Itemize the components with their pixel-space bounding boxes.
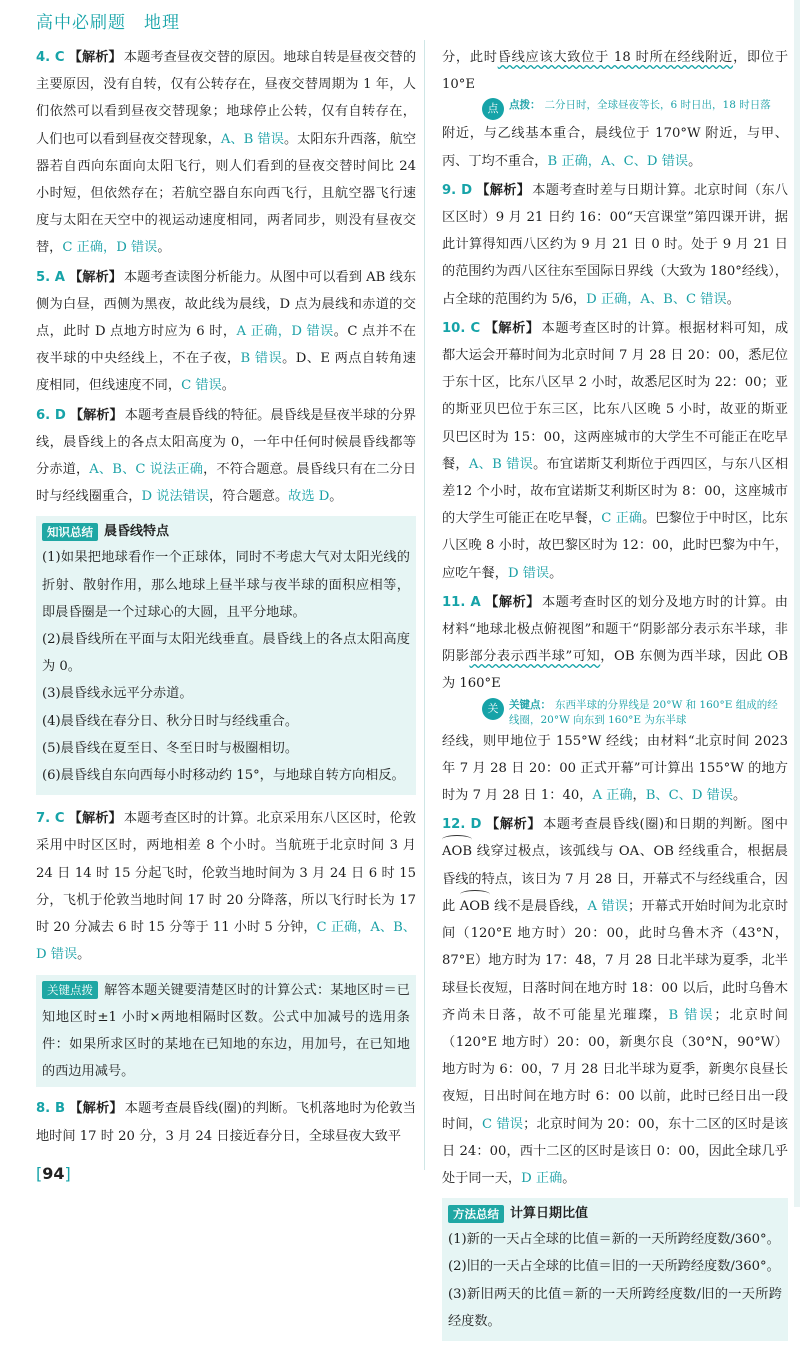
analysis-text: 本题考查晨昏线(圈)和日期的判断。图中 <box>543 817 788 833</box>
analysis-text: 分，此时 <box>442 50 498 65</box>
result-text: D 错误 <box>507 565 550 581</box>
analysis-text: 。D、E 两点自转角速度相同，但线速度不同， <box>36 351 416 394</box>
summary-item: (1)如果把地球看作一个正球体，同时不考虑大气对太阳光线的折射、散射作用，那么地球上昼半球与夜半球的面积应相等，即晨昏圈是一个过球心的大圆，且平分地球。 <box>42 550 410 620</box>
punct: 。 <box>329 489 343 505</box>
punct: 。 <box>726 291 740 307</box>
result-text: C 正确 <box>601 511 643 527</box>
answer-6 <box>36 402 416 511</box>
question-number: 10. C <box>442 320 481 336</box>
method-item: (1)新的一天占全球的比值＝新的一天所跨经度数/360°。 <box>448 1232 780 1248</box>
result-text: A 正确，D 错误 <box>236 324 334 340</box>
answer-11 <box>442 589 788 698</box>
analysis-tag: 【解析】 <box>484 594 540 610</box>
answer-9 <box>442 177 788 313</box>
result-text: A 正确 <box>592 788 633 804</box>
right-column <box>442 44 788 1351</box>
analysis-text: 附近，与乙线基本重合，晨线位于 170°W 附近，与甲、丙、丁均不重合， <box>442 126 788 169</box>
box-title-row <box>448 1202 782 1226</box>
arc-symbol: AOB <box>442 838 472 865</box>
page-header: 高中必刷题 地理 <box>36 13 180 33</box>
answer-5 <box>36 264 416 400</box>
method-summary-box <box>442 1198 788 1341</box>
page-edge-bar <box>794 0 800 1207</box>
result-text: A、B、C 说法正确 <box>89 462 204 478</box>
note-text: 东西半球的分界线是 20°W 和 160°E 组成的经线圈，20°W 向东到 160°E 为东半球 <box>509 698 778 726</box>
analysis-text: ；开幕式开始时间为北京时间（120°E 地方时）20：00，此时乌鲁木齐（43°N，87°E）地方时为 17：48，7 月 28 日北半球为夏季，北半球昼长夜短，日落时间在地方时 18：00 以后，此时乌鲁木齐尚未日落，故不可能星光璀璨， <box>442 898 789 1023</box>
analysis-tag: 【解析】 <box>68 50 122 65</box>
result-text: B 错误 <box>668 1007 715 1023</box>
analysis-text: 线不是晨昏线， <box>489 898 588 914</box>
answer-8-end <box>442 120 788 174</box>
analysis-tag: 【解析】 <box>485 817 542 833</box>
question-number: 9. D <box>442 182 473 198</box>
answer-11-end <box>442 728 788 810</box>
tip-icon: 点 <box>482 98 504 120</box>
question-number: 12. D <box>442 817 482 833</box>
result-text: A 错误 <box>587 898 629 914</box>
question-number: 7. C <box>36 811 65 827</box>
analysis-text: ；北京时间为 20：00，东十二区的区时是该日 24：00，西十二区的区时是该日 0：00，因此全球几乎处于同一天， <box>442 1116 788 1186</box>
knowledge-summary-box <box>36 516 416 795</box>
result-text: D 正确，A、B、C 错误 <box>586 291 727 307</box>
analysis-text: 。太阳东升西落，航空器若自西向东面向太阳飞行，则人们看到的昼夜交替时间比 24 小时短，但依然存在；若航空器自东向西飞行，且航空器飞行速度与太阳在天空中的视运动速度相同，两者同步，则没有昼夜交替， <box>36 131 417 256</box>
result-text: B、C、D 错误 <box>645 788 734 804</box>
analysis-text: 本题考查区时的计算。北京采用东八区区时，伦敦采用中时区区时，两地相差 8 个小时。当航班于北京时间 3 月 24 日 14 时 15 分起飞时，伦敦当地时间为 3 月 24 日 6 时 15 分，飞机于伦敦当地时间 17 时 20 分降落，所以飞行时长为 17 时 20 分减去 6 时 15 分等于 11 小时 5 分钟， <box>36 811 417 936</box>
summary-item: (5)晨昏线在夏至日、冬至日时与极圈相切。 <box>42 740 299 756</box>
box-title: 晨昏线特点 <box>104 524 170 540</box>
result-text: D 正确 <box>521 1170 563 1186</box>
page-number-value: 94 <box>42 1164 65 1183</box>
analysis-text: 。巴黎位于中时区，比东八区晚 8 小时，故巴黎区时为 12：00，此时巴黎为中午，应吃午餐， <box>442 511 788 581</box>
summary-item: (3)晨昏线永远平分赤道。 <box>42 686 193 702</box>
analysis-text: 。布宜诺斯艾利斯位于西四区，与东八区相差12 个小时，故布宜诺斯艾利斯区时为 8：00，这座城市的大学生可能正在吃早餐， <box>442 456 789 527</box>
column-divider <box>424 40 425 1170</box>
key-note <box>482 698 788 728</box>
question-number: 11. A <box>442 594 481 610</box>
method-item: (3)新旧两天的比值＝新的一天所跨经度数/旧的一天所跨经度数。 <box>448 1286 782 1329</box>
punct: 。 <box>688 153 702 169</box>
summary-item: (6)晨昏线自东向西每小时移动约 15°，与地球自转方向相反。 <box>42 768 405 784</box>
wavy-underlined-text: 昏线应该大致位于 18 时所在经线附近 <box>497 50 734 65</box>
result-text: D 说法错误 <box>141 489 210 505</box>
note-label: 关键点： <box>509 698 551 711</box>
analysis-text: 经线，则甲地位于 155°W 经线；由材料“北京时间 2023 年 7 月 28 日 20：00 正式开幕”可计算出 155°W 的地方时为 7 月 28 日 1：40， <box>442 733 788 804</box>
analysis-text: 本题考查昼夜交替的原因。地球自转是昼夜交替的主要原因，没有自转，仅有公转存在，昼夜交替周期为 1 年，人们依然可以看到昼夜交替现象；地球停止公转，仅有自转存在，人们也可以看到昼夜交替现象， <box>36 50 417 147</box>
method-item: (2)旧的一天占全球的比值＝旧的一天所跨经度数/360°。 <box>448 1259 780 1275</box>
punct: 。 <box>549 565 563 581</box>
result-text: C 正确，D 错误 <box>62 240 158 256</box>
note-label: 点拨： <box>509 99 541 112</box>
box-title: 计算日期比值 <box>510 1206 589 1222</box>
answer-7 <box>36 805 416 968</box>
result-text: 故选 D <box>288 489 330 505</box>
analysis-text: ，即位于 10°E <box>442 50 789 93</box>
answer-4 <box>36 44 416 262</box>
analysis-text: ，OB 东侧为西半球，因此 OB 为 160°E <box>442 649 789 692</box>
analysis-text: 。C 点并不在夜半球的中央经线上，不在子夜， <box>36 324 416 367</box>
punct: 。 <box>733 788 747 804</box>
punct: 。 <box>157 240 171 256</box>
analysis-text: ；北京时间（120°E 地方时）20：00，新奥尔良（30°N，90°W）地方时为 6：00，7 月 28 日北半球为夏季，新奥尔良昼长夜短，日出时间在地方时 6：00 以前，此时已经日出一段时间， <box>442 1007 788 1132</box>
result-text: A、B 错误 <box>220 131 284 147</box>
tip-note <box>482 98 788 120</box>
result-text: C 错误 <box>482 1116 524 1132</box>
analysis-tag: 【解析】 <box>484 320 540 336</box>
result-text: A、B 错误 <box>468 456 534 472</box>
punct: ， <box>632 788 646 804</box>
result-text: B 错误 <box>240 351 283 367</box>
bracket-left: [ <box>36 1164 43 1183</box>
box-label: 关键点拨 <box>42 981 98 999</box>
key-icon: 关 <box>482 698 504 720</box>
question-number: 6. D <box>36 407 66 423</box>
analysis-text: ，不符合题意。晨昏线只有在二分日时与经线圈重合， <box>36 462 417 505</box>
result-text: C 正确，A、B、D 错误 <box>36 920 416 963</box>
analysis-text: ，符合题意。 <box>209 489 289 505</box>
analysis-text: 线穿过极点，该弧线与 OA、OB 经线重合，根据晨昏线的特点，该日为 7 月 28 日，开幕式不与经线重合，因此 <box>442 844 788 914</box>
question-number: 5. A <box>36 269 66 285</box>
result-text: C 错误 <box>181 378 222 394</box>
question-number: 4. C <box>36 50 65 65</box>
analysis-text: 本题考查时差与日期计算。北京时间（东八区区时）9 月 21 日约 16：00“天宫课堂”第四课开讲，据此计算得知西八区约为 9 月 21 日 0 时。处于 9 月 21 日的范围约为西八区往东至国际日界线（大致为 180°经线），占全球的范围约为 5/6， <box>442 182 788 307</box>
summary-item: (2)晨昏线所在平面与太阳光线垂直。晨昏线上的各点太阳高度为 0。 <box>42 632 410 675</box>
box-label: 知识总结 <box>42 523 98 541</box>
analysis-tag: 【解析】 <box>69 407 123 423</box>
page-number <box>36 1164 71 1183</box>
answer-8 <box>36 1095 416 1149</box>
answer-12 <box>442 811 788 1192</box>
key-point-box <box>36 975 416 1088</box>
left-column <box>36 44 416 1152</box>
box-title-row <box>42 520 410 544</box>
key-point-text: 解答本题关键要清楚区时的计算公式：某地区时＝已知地区时±1 小时×两地相隔时区数。公式中加减号的选用条件：如果所求区时的某地在已知地的东边，用加号，在已知地的西边用减号。 <box>42 982 410 1080</box>
wavy-underlined-text: 部分表示西半球”可知 <box>469 649 601 665</box>
analysis-text: 本题考查晨昏线的特征。晨昏线是昼夜半球的分界线，晨昏线上的各点太阳高度为 0，一年中任何时候晨昏线都等分赤道， <box>36 407 417 478</box>
result-text: B 正确，A、C、D 错误 <box>547 153 689 169</box>
answer-10 <box>442 315 788 587</box>
punct: 。 <box>221 378 235 394</box>
analysis-tag: 【解析】 <box>68 811 122 827</box>
answer-8-continued <box>442 44 788 98</box>
arc-symbol: AOB <box>460 893 490 920</box>
analysis-text: 本题考查晨昏线(圈)的判断。飞机落地时为伦敦当地时间 17 时 20 分，3 月 24 日接近春分日，全球昼夜大致平 <box>36 1101 416 1144</box>
note-text: 二分日时，全球昼夜等长，6 时日出，18 时日落 <box>544 99 771 112</box>
analysis-text: 本题考查时区的划分及地方时的计算。由材料“地球北极点俯视图”和题干“阴影部分表示东半球，非阴影 <box>442 594 788 665</box>
question-number: 8. B <box>36 1101 66 1117</box>
summary-item: (4)晨昏线在春分日、秋分日时与经线重合。 <box>42 713 299 729</box>
analysis-tag: 【解析】 <box>69 269 122 285</box>
box-label: 方法总结 <box>448 1205 504 1223</box>
analysis-text: 本题考查区时的计算。根据材料可知，成都大运会开幕时间为北京时间 7 月 28 日 20：00，悉尼位于东十区，比东八区早 2 小时，故悉尼区时为 22：00；亚的斯亚贝巴位于东三区，比东八区晚 5 小时，故亚的斯亚贝巴区时为 15：00，这两座城市的大学生不可能正在吃早餐， <box>442 320 789 472</box>
punct: 。 <box>562 1170 576 1186</box>
punct: 。 <box>77 947 91 963</box>
analysis-tag: 【解析】 <box>476 182 531 198</box>
analysis-text: 本题考查读图分析能力。从图中可以看到 AB 线东侧为白昼，西侧为黑夜，故此线为晨线，D 点为晨线和赤道的交点，此时 D 点地方时应为 6 时， <box>36 269 417 340</box>
analysis-tag: 【解析】 <box>69 1101 123 1117</box>
bracket-right: ] <box>64 1164 71 1183</box>
